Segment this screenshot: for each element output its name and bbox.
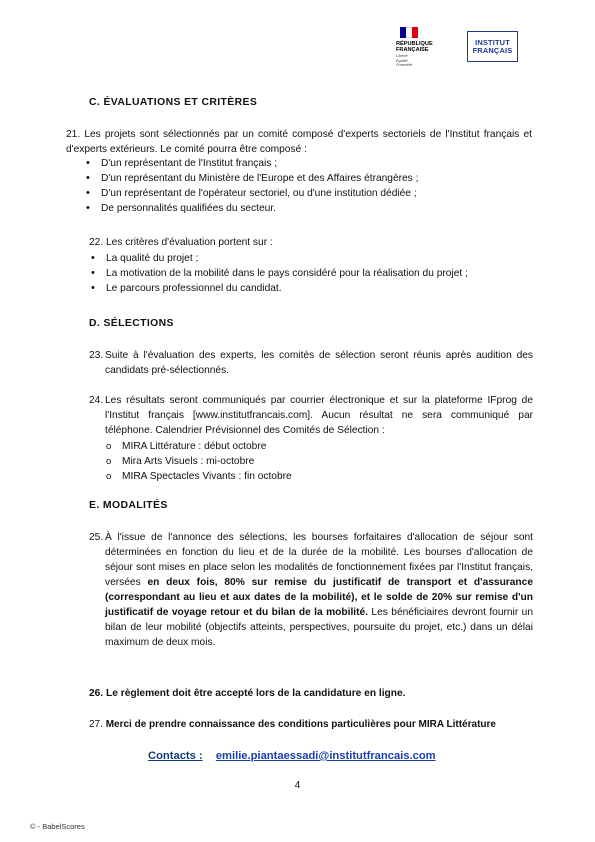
item-25-number: 25.	[89, 532, 104, 543]
list-item: • La qualité du projet ;	[89, 251, 534, 266]
item-22-bullets	[89, 251, 534, 296]
footer-copyright: © - BabelScores	[30, 822, 85, 831]
item-24	[89, 393, 533, 438]
section-d-title: D. SÉLECTIONS	[89, 318, 174, 329]
list-item: o MIRA Littérature : début octobre	[105, 439, 525, 454]
list-item: • De personnalités qualifiées du secteur.	[84, 201, 524, 216]
republique-francaise-logo	[396, 27, 446, 71]
section-e-title: E. MODALITÉS	[89, 500, 168, 511]
item-23-text: Suite à l'évaluation des experts, les comités de sélection seront réunis après audition des candidats pré-sélectionnés.	[105, 350, 533, 376]
item-26-number: 26.	[89, 688, 104, 699]
institut-francais-logo: INSTITUT FRANÇAIS	[467, 31, 518, 62]
item-22-number: 22.	[89, 237, 104, 248]
list-item: • D'un représentant du Ministère de l'Europe et des Affaires étrangères ;	[84, 171, 524, 186]
list-item: o MIRA Spectacles Vivants : fin octobre	[105, 469, 525, 484]
item-27-number: 27.	[89, 719, 103, 730]
item-21	[66, 127, 532, 157]
item-23	[89, 348, 533, 378]
french-flag-icon	[400, 27, 418, 38]
item-26-text: Le règlement doit être accepté lors de la candidature en ligne.	[106, 688, 406, 699]
item-21-text: Les projets sont sélectionnés par un comité composé d'experts sectoriels de l'Institut français et d'experts extérieurs. Le comité pourra être composé :	[66, 129, 532, 155]
item-22	[89, 235, 529, 250]
list-item: • D'un représentant de l'opérateur sectoriel, ou d'une institution dédiée ;	[84, 186, 524, 201]
item-25-text	[105, 530, 533, 650]
item-25	[89, 530, 533, 650]
section-c-title: C. ÉVALUATIONS ET CRITÈRES	[89, 97, 258, 108]
item-23-number: 23.	[89, 350, 104, 361]
item-25-text-part1: À l'issue de l'annonce des sélections, les bourses forfaitaires d'allocation de séjour sont déterminées en fonction du lieu et de la durée de la mobilité. Les bourses d'allocation de séjour sont mises en place selon les modalités de fonctionnement fixées par l'Institut français, versées	[105, 532, 533, 588]
list-item: • D'un représentant de l'Institut français ;	[84, 156, 524, 171]
item-27	[89, 717, 539, 732]
item-24-number: 24.	[89, 395, 104, 406]
list-item: o Mira Arts Visuels : mi-octobre	[105, 454, 525, 469]
contact-email-link[interactable]: emilie.piantaessadi@institutfrancais.com	[215, 750, 436, 762]
item-27-text: Merci de prendre connaissance des conditions particulières pour MIRA Littérature	[105, 719, 496, 730]
item-21-bullets	[84, 156, 524, 216]
item-25-text-bold: en deux fois, 80% sur remise du justificatif de transport et d'assurance (correspondant au lieu et aux dates de la mobilité), et le solde de 20% sur remise d'un justificatif de voyage retour et du bilan de la mobilité.	[105, 577, 533, 618]
rf-motto: Liberté Égalité Fraternité	[396, 54, 413, 67]
contacts-line	[148, 750, 436, 762]
page-number: 4	[294, 780, 301, 791]
item-22-text: Les critères d'évaluation portent sur :	[106, 237, 273, 248]
item-21-number: 21.	[66, 129, 81, 140]
item-26	[89, 686, 533, 701]
item-24-text: Les résultats seront communiqués par courrier électronique et sur la plateforme IFprog de l'Institut français [www.institutfrancais.com]. Aucun résultat ne sera communiqué par téléphone. Calendrier Prévisionnel des Comités de Sélection :	[105, 395, 533, 436]
list-item: • La motivation de la mobilité dans le pays considéré pour la réalisation du projet ;	[89, 266, 534, 281]
contacts-label: Contacts :	[148, 750, 203, 762]
rf-logo-text: RÉPUBLIQUE FRANÇAISE	[396, 41, 433, 54]
item-24-calendar	[105, 439, 525, 484]
item-25-text-part2: Les bénéficiaires devront fournir un bilan de leur mobilité (objectifs atteints, perspectives, poursuite du projet, etc.) dans un délai maximum de deux mois.	[105, 607, 533, 648]
list-item: • Le parcours professionnel du candidat.	[89, 281, 534, 296]
